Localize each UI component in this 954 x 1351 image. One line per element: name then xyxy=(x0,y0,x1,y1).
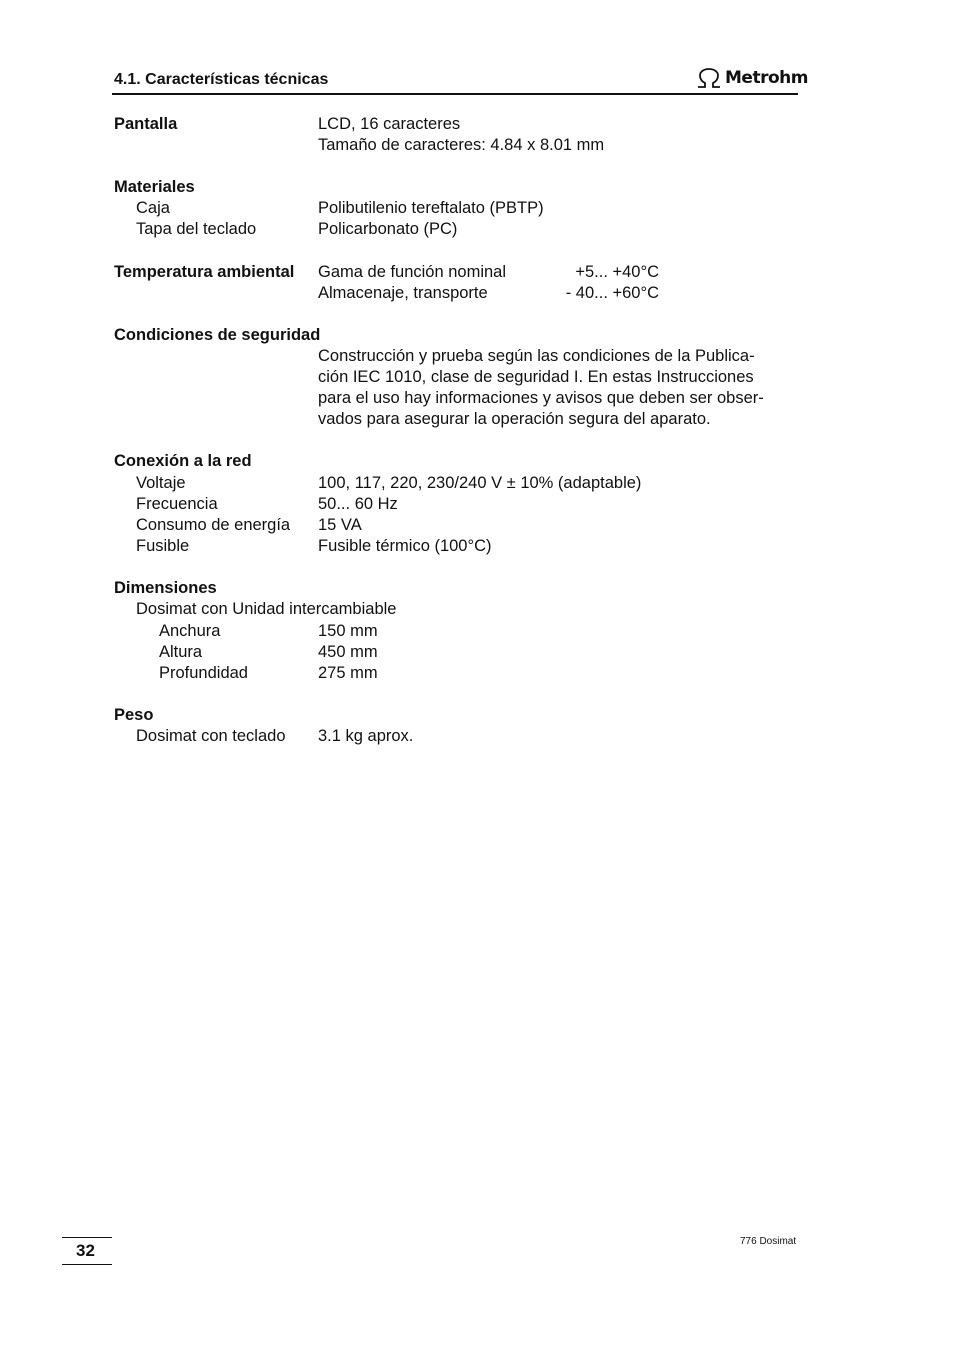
seguridad-label: Condiciones de seguridad xyxy=(114,326,321,344)
seguridad-line: vados para asegurar la operación segura del aparato. xyxy=(318,410,711,428)
dimensiones-row-label: Anchura xyxy=(159,622,221,640)
peso-row-label: Dosimat con teclado xyxy=(136,727,286,745)
temperatura-row-label: Gama de función nominal xyxy=(318,263,507,281)
footer-divider-top xyxy=(62,1237,112,1238)
red-row-label: Consumo de energía xyxy=(136,516,291,534)
materiales-label: Materiales xyxy=(114,178,195,196)
pantalla-label: Pantalla xyxy=(114,115,178,133)
dimensiones-row-label: Altura xyxy=(159,643,203,661)
seguridad-line: para el uso hay informaciones y avisos que deben ser obser- xyxy=(318,389,764,407)
temperatura-row-value: +5... +40°C xyxy=(575,263,659,281)
red-row-value: Fusible térmico (100°C) xyxy=(318,537,492,555)
document-name: 776 Dosimat xyxy=(740,1236,797,1247)
peso-label: Peso xyxy=(114,706,154,724)
dimensiones-sublabel: Dosimat con Unidad intercambiable xyxy=(136,600,397,618)
footer-divider-bottom xyxy=(62,1264,112,1265)
materiales-row-value: Policarbonato (PC) xyxy=(318,220,458,238)
materiales-row-label: Tapa del teclado xyxy=(136,220,257,238)
temperatura-row-value: - 40... +60°C xyxy=(565,284,659,302)
temperatura-label: Temperatura ambiental xyxy=(114,263,295,281)
pantalla-value-2: Tamaño de caracteres: 4.84 x 8.01 mm xyxy=(318,136,605,154)
materiales-row-label: Caja xyxy=(136,199,170,217)
seguridad-line: Construcción y prueba según las condiciones de la Publica- xyxy=(318,347,755,365)
page-section-title: 4.1. Características técnicas xyxy=(114,71,329,88)
metrohm-logo xyxy=(696,66,808,90)
red-row-label: Voltaje xyxy=(136,474,186,492)
red-label: Conexión a la red xyxy=(114,452,252,470)
materiales-row-value: Polibutilenio tereftalato (PBTP) xyxy=(318,199,544,217)
header-divider xyxy=(112,93,798,95)
omega-icon xyxy=(696,67,722,89)
dimensiones-row-value: 150 mm xyxy=(318,622,378,640)
dimensiones-label: Dimensiones xyxy=(114,579,217,597)
red-row-label: Fusible xyxy=(136,537,190,555)
temperatura-row-label: Almacenaje, transporte xyxy=(318,284,488,302)
seguridad-line: ción IEC 1010, clase de seguridad I. En estas Instrucciones xyxy=(318,368,754,386)
page-number: 32 xyxy=(76,1241,95,1260)
dimensiones-row-label: Profundidad xyxy=(159,664,248,682)
dimensiones-row-value: 450 mm xyxy=(318,643,378,661)
logo-text: Metrohm xyxy=(725,68,808,88)
red-row-value: 50... 60 Hz xyxy=(318,495,398,513)
peso-row-value: 3.1 kg aprox. xyxy=(318,727,414,745)
red-row-label: Frecuencia xyxy=(136,495,218,513)
dimensiones-row-value: 275 mm xyxy=(318,664,378,682)
pantalla-value-1: LCD, 16 caracteres xyxy=(318,115,461,133)
red-row-value: 100, 117, 220, 230/240 V ± 10% (adaptable) xyxy=(318,474,642,492)
red-row-value: 15 VA xyxy=(318,516,362,534)
